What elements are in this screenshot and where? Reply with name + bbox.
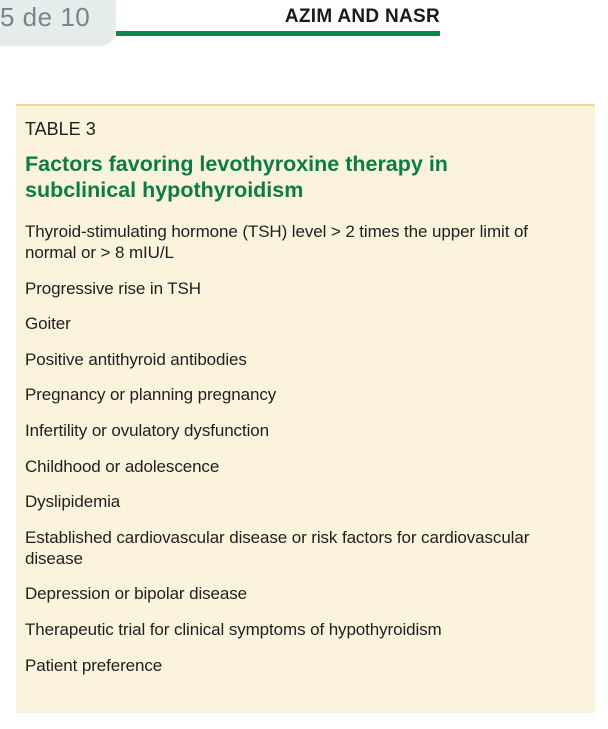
list-item: Progressive rise in TSH bbox=[25, 278, 201, 298]
list-item: Therapeutic trial for clinical symptoms of hypothyroidism bbox=[25, 619, 442, 639]
list-item: Thyroid-stimulating hormone (TSH) level > 2 times the upper limit of normal or > 8 mIU/L bbox=[25, 222, 528, 262]
list-item: Patient preference bbox=[25, 655, 163, 675]
list-item: Positive antithyroid antibodies bbox=[25, 349, 247, 369]
list-item: Depression or bipolar disease bbox=[25, 584, 248, 604]
table-label: TABLE 3 bbox=[25, 119, 96, 139]
table-title: Factors favoring levothyroxine therapy in subclinical hypothyroidism bbox=[25, 152, 448, 202]
list-item: Dyslipidemia bbox=[25, 492, 121, 512]
page-indicator: 5 de 10 bbox=[0, 0, 116, 46]
factor-list bbox=[25, 221, 570, 676]
list-item: Childhood or adolescence bbox=[25, 456, 220, 476]
list-item: Goiter bbox=[25, 314, 71, 334]
table-box bbox=[16, 104, 595, 713]
list-item: Established cardiovascular disease or risk factors for cardiovascular disease bbox=[25, 527, 530, 568]
running-head: AZIM AND NASR bbox=[284, 6, 440, 27]
list-item: Pregnancy or planning pregnancy bbox=[25, 385, 277, 405]
header-rule bbox=[116, 31, 440, 36]
list-item: Infertility or ovulatory dysfunction bbox=[25, 420, 269, 440]
